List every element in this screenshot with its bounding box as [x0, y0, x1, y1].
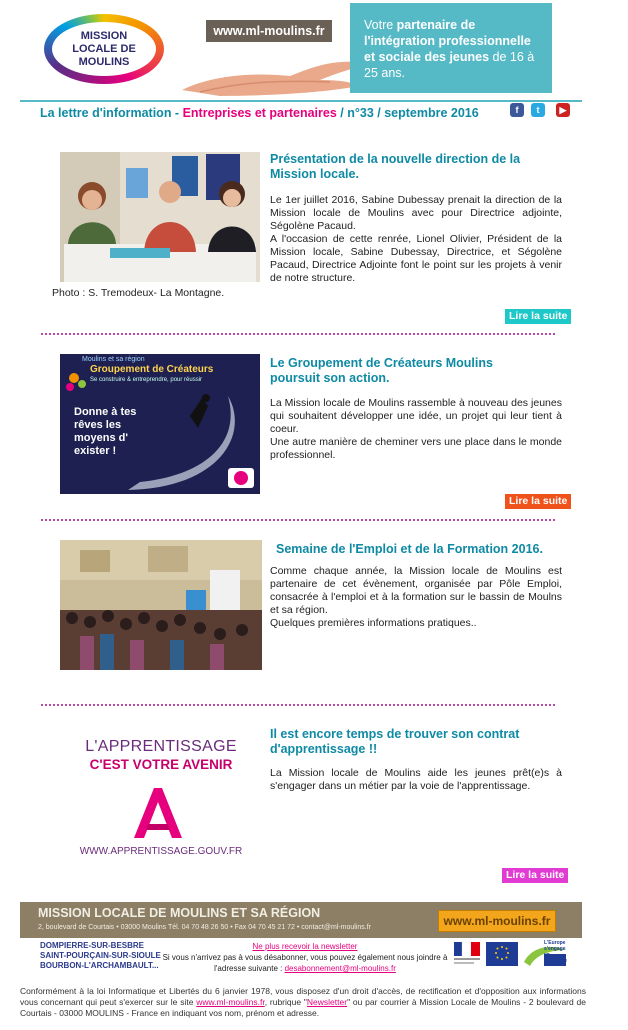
header-divider — [20, 100, 582, 102]
section-divider — [40, 704, 556, 706]
article-2-text: La Mission locale de Moulins rassemble à nouveau des jeunes qui souhaitent développer une idée, un projet qui leur tient à coeur. Une autre manière de cheminer vers une place dans le monde professionnel. — [270, 397, 562, 461]
visual-tagline: Se construire & entreprendre, pour réussir — [90, 377, 203, 383]
hand-illustration — [180, 46, 365, 98]
article-3-photo[interactable] — [60, 540, 262, 670]
visual-slogan: Donne à tes rêves les moyens d' exister ! — [74, 406, 137, 457]
twitter-icon[interactable]: t — [531, 103, 545, 117]
logo-line-3: MOULINS — [78, 56, 130, 68]
article-1-photo[interactable] — [60, 152, 260, 282]
logo-line-1: MISSION — [80, 30, 128, 42]
header-url-link[interactable]: www.ml-moulins.fr — [206, 20, 332, 42]
footer-band — [20, 902, 582, 938]
article-2-body — [270, 397, 562, 462]
european-union-flag-icon — [486, 942, 518, 966]
article-3-text: Comme chaque année, la Mission locale de Moulins est partenaire de cet évènement, organisée par Pôle Emploi, consacrée à l'emploi et à la formation sur le bassin de Moulns et sa région. Quelques premières informations pratiques.. — [270, 565, 562, 629]
article-4-text: La Mission locale de Moulins aide les jeunes prêt(e)s à s'engager dans un métier par la voie de l'apprentissage. — [270, 767, 562, 792]
footer-address: 2, boulevard de Courtais • 03000 Moulins Tél. 04 70 48 26 50 • Fax 04 70 45 21 72 • contact@ml-moulins.fr — [38, 924, 372, 931]
article-4-body — [270, 767, 562, 793]
article-4-read-more-button[interactable]: Lire la suite — [502, 868, 568, 883]
apprentissage-heading: L'APPRENTISSAGE — [85, 738, 237, 755]
legal-notice: Conformément à la loi Informatique et Libertés du 6 janvier 1978, vous disposez d'un droit d'accès, de rectification et d'opposition aux informations vous concernant qui peut s'exercer sur le site www.ml-moulins.fr, rubrique "Newsletter" ou par courrier à Mission Locale de Moulins - 2 boulevard de Courtais - 03000 MOULINS - France en indiquant vos nom, prénom et adresse. — [20, 986, 586, 1018]
youtube-icon[interactable]: ▶ — [556, 103, 570, 117]
groupement-createurs-visual[interactable] — [60, 354, 260, 494]
newsletter-header — [20, 0, 582, 100]
french-republic-logo — [454, 942, 480, 966]
article-2-title[interactable]: Le Groupement de Créateurs Moulins poursuit son action. — [270, 356, 493, 385]
article-1-body — [270, 194, 562, 285]
newsletter-issue-line: La lettre d'information - Entreprises et partenaires / n°33 / septembre 2016 — [40, 106, 479, 120]
section-divider — [40, 519, 556, 521]
legal-site-link[interactable]: www.ml-moulins.fr — [196, 997, 265, 1007]
article-2-read-more-button[interactable]: Lire la suite — [505, 494, 571, 509]
city-3: BOURBON-L'ARCHAMBAULT... — [40, 961, 159, 970]
article-3-body — [270, 565, 562, 630]
footer-title: MISSION LOCALE DE MOULINS ET SA RÉGION — [38, 906, 321, 920]
article-1-caption: Photo : S. Tremodeux- La Montagne. — [52, 287, 225, 299]
logo-line-2: LOCALE DE — [72, 43, 136, 55]
article-1-text: Le 1er juillet 2016, Sabine Dubessay prenait la direction de la Mission locale de Moulins avec pour Directrice adjointe, Ségolène Pacaud. A l'occasion de cette renrée, Lionel Olivier, Président de la Mission locale, Sabine Dubessay, Directrice, et Ségolène Pacaud, Directrice Adjointe font le point sur les projets à venir de notre structure. — [270, 194, 562, 284]
city-1: DOMPIERRE-SUR-BESBRE — [40, 941, 145, 950]
visual-brand: Groupement de Créateurs — [90, 364, 214, 375]
article-1-title[interactable]: Présentation de la nouvelle direction de la Mission locale. — [270, 152, 521, 181]
auvergne-text: L'Europe s'engage en Auvergne — [544, 940, 568, 964]
apprentissage-subheading: C'EST VOTRE AVENIR — [89, 757, 233, 772]
article-1-read-more-button[interactable]: Lire la suite — [505, 309, 571, 324]
article-3-title[interactable]: Semaine de l'Emploi et de la Formation 2016. — [276, 542, 543, 556]
facebook-icon[interactable]: f — [510, 103, 524, 117]
section-divider — [40, 333, 556, 335]
footer-url-link[interactable]: www.ml-moulins.fr — [438, 910, 556, 932]
apprentissage-url[interactable]: WWW.APPRENTISSAGE.GOUV.FR — [79, 846, 243, 857]
europe-auvergne-logo — [522, 940, 568, 968]
unsubscribe-text: Si vous n'arrivez pas à vous désabonner, vous pouvez également nous joindre à l'adresse suivante : — [162, 953, 448, 973]
article-4-title[interactable]: Il est encore temps de trouver son contrat d'apprentissage !! — [270, 727, 520, 756]
visual-top-text: Moulins et sa région — [82, 356, 145, 363]
newsletter-audience: Entreprises et partenaires — [182, 106, 337, 120]
mission-locale-logo[interactable] — [44, 14, 164, 84]
apprentissage-a-icon[interactable] — [130, 784, 184, 840]
legal-newsletter-link[interactable]: Newsletter — [306, 997, 348, 1007]
city-2: SAINT-POURÇAIN-SUR-SIOULE — [40, 951, 161, 960]
header-slogan: Votre partenaire de l'intégration professionnelle et sociale des jeunes de 16 à 25 ans. — [350, 3, 552, 93]
footer-cities — [40, 941, 161, 971]
unsubscribe-link[interactable]: Ne plus recevoir la newsletter — [252, 942, 358, 951]
unsubscribe-email-link[interactable]: desabonnement@ml-moulins.fr — [284, 964, 396, 973]
unsubscribe-block — [160, 941, 450, 974]
